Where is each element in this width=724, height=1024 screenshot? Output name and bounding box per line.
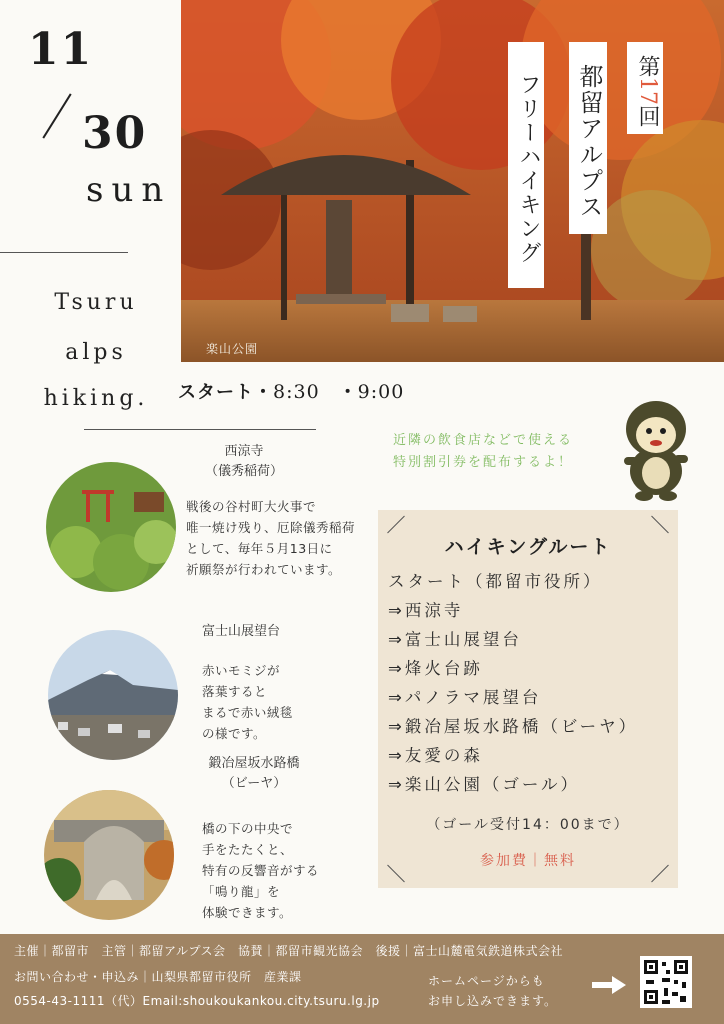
footer xyxy=(0,934,724,1024)
route-box xyxy=(378,510,678,888)
spot-3-desc: 橋の下の中央で 手をたたくと、 特有の反響音がする 「鳴り龍」を 体験できます。 xyxy=(202,821,320,920)
mascot-image xyxy=(612,393,700,501)
corner-mark xyxy=(651,516,669,534)
route-item: ⇒鍛冶屋坂水路橋（ビーヤ） xyxy=(388,717,639,736)
date-slash xyxy=(42,93,71,138)
promo-text: 近隣の飲食店などで使える 特別割引券を配布するよ！ xyxy=(393,433,574,470)
route-item: ⇒富士山展望台 xyxy=(388,630,522,649)
title-line-2: フリーハイキング xyxy=(508,42,544,288)
route-goal-note: （ゴール受付14：00まで） xyxy=(426,817,630,833)
spot-1-photo xyxy=(46,462,176,592)
title-line-1: 都留アルプス xyxy=(569,42,607,234)
corner-mark xyxy=(387,516,405,534)
tagline-line-1: Tsuru xyxy=(54,290,138,315)
spot-3-photo xyxy=(44,790,174,920)
divider xyxy=(84,429,316,430)
route-item: ⇒パノラマ展望台 xyxy=(388,688,542,707)
route-item: ⇒西涼寺 xyxy=(388,601,464,620)
spot-1-title: 西涼寺 （儀秀稲荷） xyxy=(204,444,283,479)
route-fee: 参加費｜無料 xyxy=(480,853,576,869)
footer-hp-line-1: ホームページからも xyxy=(428,974,545,988)
date-weekday: sun xyxy=(86,170,172,210)
footer-phone-email: 0554-43-1111（代）Email:shoukoukankou.city.tsuru.lg.jp xyxy=(14,994,380,1008)
footer-hp-line-2: お申し込みできます。 xyxy=(428,994,558,1008)
route-title: ハイキングルート xyxy=(444,536,612,558)
edition-label: 第17回 xyxy=(627,42,663,134)
route-item: ⇒友愛の森 xyxy=(388,746,483,765)
spot-2-photo xyxy=(48,630,178,760)
spot-2-title: 富士山展望台 xyxy=(202,624,281,639)
start-times: スタート・8:30 ・9:00 xyxy=(178,381,405,403)
spot-2-desc: 赤いモミジが 落葉すると まるで赤い絨毯 の様です。 xyxy=(202,663,293,741)
date-day: 30 xyxy=(82,108,148,159)
tagline-line-3: hiking. xyxy=(43,386,149,411)
qr-code[interactable] xyxy=(640,956,692,1008)
hero-caption: 楽山公園 xyxy=(206,342,259,356)
route-item: ⇒烽火台跡 xyxy=(388,659,483,678)
tagline-line-2: alps xyxy=(65,340,127,365)
route-item: スタート（都留市役所） xyxy=(388,572,603,591)
route-item: ⇒楽山公園（ゴール） xyxy=(388,775,580,794)
spot-3-title: 鍛冶屋坂水路橋 （ビーヤ） xyxy=(208,756,300,791)
footer-organizers: 主催｜都留市 主管｜都留アルプス会 協賛｜都留市観光協会 後援｜富士山麓電気鉄道株式会社 xyxy=(14,944,564,958)
divider xyxy=(0,252,128,253)
footer-contact: お問い合わせ・申込み｜山梨県都留市役所 産業課 xyxy=(14,970,302,984)
date-month: 11 xyxy=(28,24,94,75)
spot-1-desc: 戦後の谷村町大火事で 唯一焼け残り、厄除儀秀稲荷 として、毎年５月13日に 祈願祭が行われています。 xyxy=(186,499,356,577)
arrow-right-icon xyxy=(592,976,626,994)
